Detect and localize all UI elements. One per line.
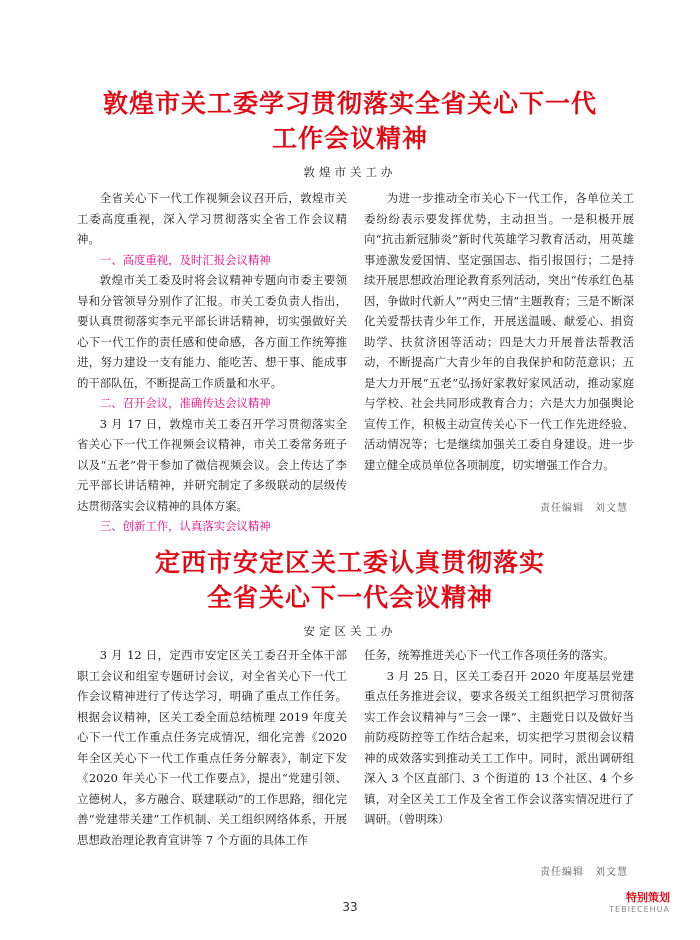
section-subheading: 三、创新工作，认真落实会议精神 — [99, 519, 271, 533]
article1-title-line1: 敦煌市关工委学习贯彻落实全省关心下一代 — [102, 89, 597, 118]
page-number: 33 — [342, 900, 358, 914]
article2-left-column — [77, 645, 347, 850]
article2-title-line1: 定西市安定区关工委认真贯彻落实 — [154, 548, 545, 577]
article1-right-column — [364, 188, 634, 475]
paragraph: 3 月 12 日，定西市安定区关工委召开全体干部职工会议和组室专题研讨会议，对全省关心下一代工作会议精神进行了传达学习，明确了重点工作任务。根据会议精神，区关工委全面总结梳理 2019 年度关心下一代工作重点任务完成情况，细化完善《2020 年全区关心下一代工作重点任务分解表》，制定下发《2020 年关心下一代工作要点》，提出“党建引领、立德树人，多方融合、联建联动”的工作思路，细化完善“党建带关建”工作机制、关工组织网络体系，开展思想政治理论教育宣讲等 7 个方面的具体工作 — [77, 648, 347, 847]
section-tag-pinyin: TEBIECEHUA — [609, 905, 670, 914]
section-tag — [609, 892, 670, 916]
paragraph: 3 月 17 日，敦煌市关工委召开学习贯彻落实全省关心下一代工作视频会议精神，市关工委常务班子以及“五老”骨干参加了微信视频会议。会上传达了李元平部长讲话精神，并研究制定了多级联动的层级传达贯彻落实会议精神的具体方案。 — [77, 416, 347, 513]
section-subheading: 二、召开会议，准确传达会议精神 — [99, 396, 271, 410]
paragraph: 任务，统筹推进关心下一代工作各项任务的落实。 — [364, 648, 615, 662]
paragraph: 3 月 25 日，区关工委召开 2020 年度基层党建重点任务推进会议，要求各级关工组织把学习贯彻落实工作会议精神与“三会一课”、主题党日以及做好当前防疫防控等工作结合起来，切实把学习贯彻会议精神的成效落实到推动关工工作中。同时，派出调研组深入 3 个区直部门、3 个街道的 13 个社区、4 个乡镇，对全区关工工作及全省工作会议落实情况进行了调研。（曾明珠） — [364, 668, 634, 826]
article2-editor: 责任编辑 刘文慧 — [540, 867, 628, 878]
paragraph: 为进一步推动全市关心下一代工作，各单位关工委纷纷表示要发挥优势，主动担当。一是积极开展向“抗击新冠肺炎”新时代英雄学习教育活动，用英雄事迹激发爱国情、坚定强国志、指引报国行；二是持续开展思想政治理论教育系列活动，突出“传承红色基因，争做时代新人”“两史三情”主题教育；三是不断深化关爱帮扶青少年工作，开展送温暖、献爱心、捐资助学、扶贫济困等活动；四是大力开展普法帮教活动，不断提高广大青少年的自我保护和防范意识；五是大力开展“五老”弘扬好家教好家风活动，推动家庭与学校、社会共同形成教育合力；六是大力加强舆论宣传工作，积极主动宣传关心下一代工作先进经验、活动情况等；七是继续加强关工委自身建设。进一步建立健全成员单位各项制度，切实增强工作合力。 — [364, 191, 634, 472]
paragraph: 全省关心下一代工作视频会议召开后，敦煌市关工委高度重视，深入学习贯彻落实全省工作会议精神。 — [77, 191, 347, 246]
article2-title — [0, 545, 700, 615]
article1-byline: 敦煌市关工办 — [303, 165, 397, 179]
paragraph: 敦煌市关工委及时将会议精神专题向市委主要领导和分管领导分别作了汇报。市关工委负责人指出，要认真贯彻落实李元平部长讲话精神，切实强做好关心下一代工作的责任感和使命感，各方面工作统筹推进，努力建设一支有能力、能吃苦、想干事、能成事的干部队伍，不断提高工作质量和水平。 — [77, 273, 347, 390]
article1-title-line2: 工作会议精神 — [271, 124, 428, 153]
article1-title — [0, 86, 700, 156]
article2-right-column — [364, 645, 634, 830]
article1-editor: 责任编辑 刘文慧 — [540, 503, 628, 514]
section-tag-cn: 特别策划 — [626, 891, 670, 904]
section-subheading: 一、高度重视，及时汇报会议精神 — [99, 252, 271, 267]
article2-title-line2: 全省关心下一代会议精神 — [206, 583, 493, 612]
article1-left-column — [77, 188, 347, 537]
article2-byline: 安定区关工办 — [303, 624, 397, 638]
